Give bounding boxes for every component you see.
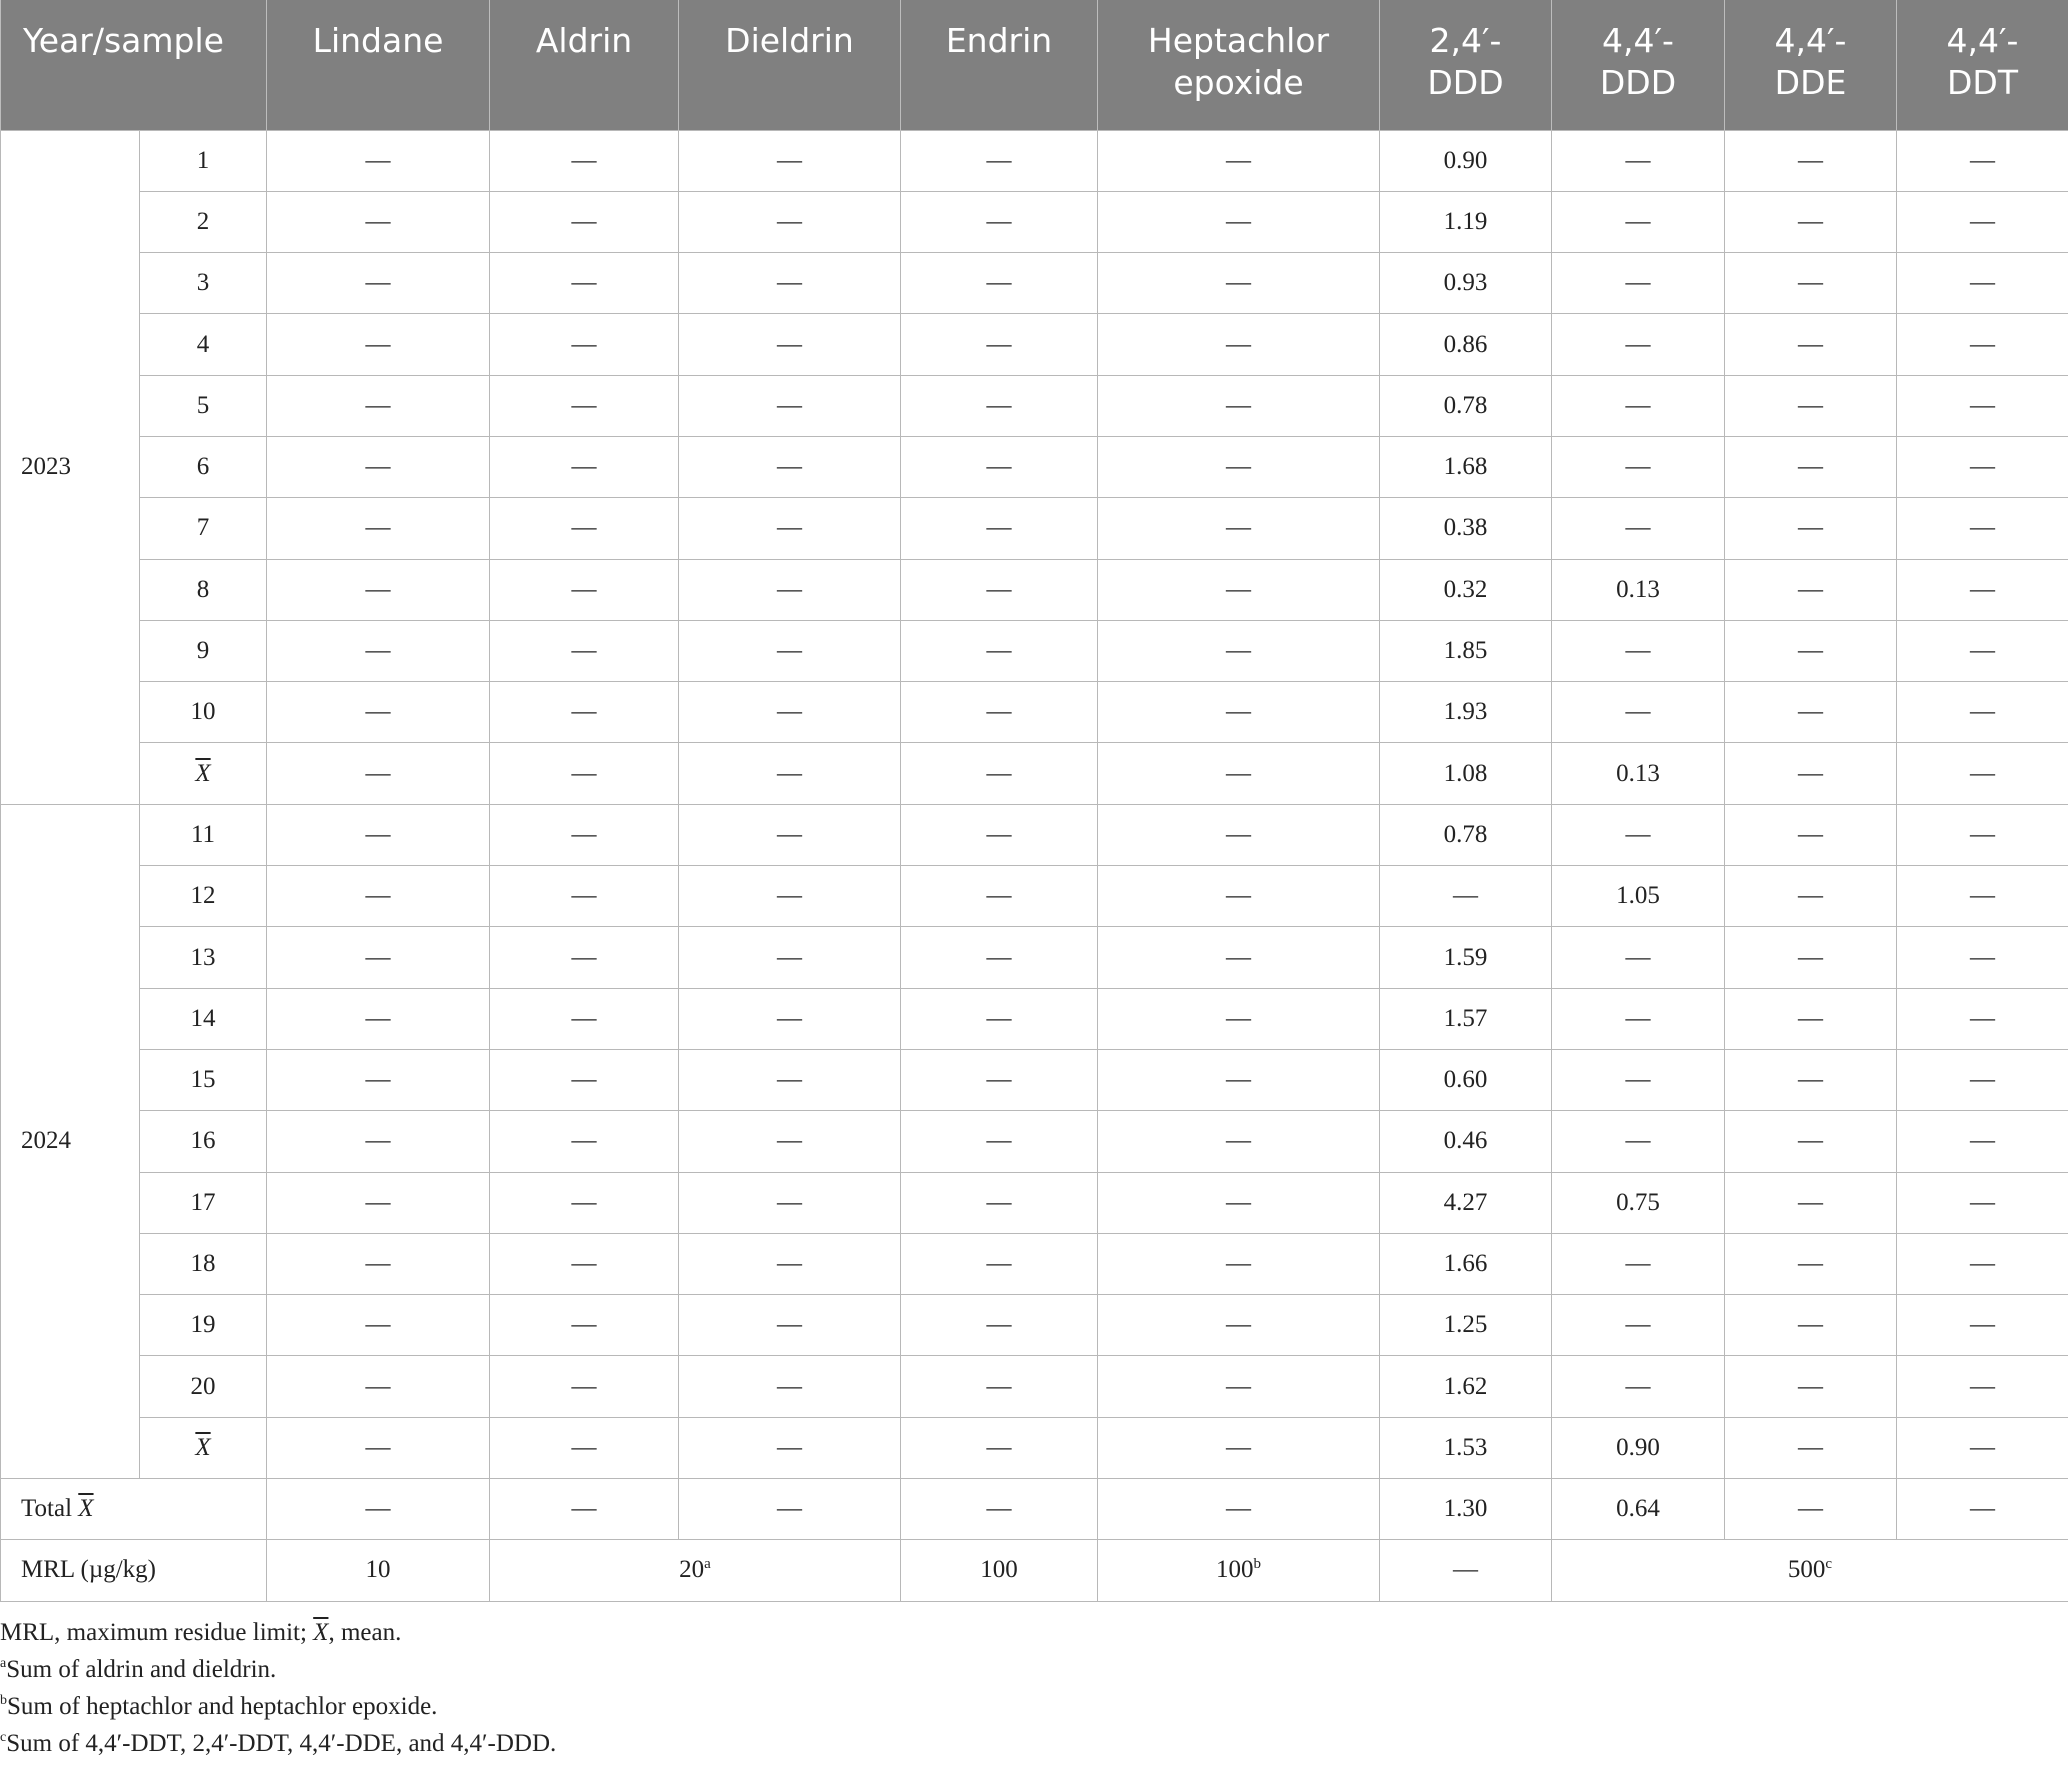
mean-symbol: $\overline{X}$: [195, 759, 211, 787]
mrl-ddt-group: 500$^c$: [1552, 1540, 2068, 1601]
value-cell: —: [901, 1172, 1098, 1233]
header-44-ddd: 4,4′-DDD: [1552, 0, 1725, 130]
table-row: [1, 191, 2068, 252]
sample-cell: 18: [140, 1233, 267, 1294]
mrl-endrin: 100: [901, 1540, 1098, 1601]
value-cell: —: [267, 1049, 490, 1110]
value-cell: —: [1725, 1417, 1897, 1478]
value-cell: —: [490, 1049, 679, 1110]
value-cell: —: [490, 1356, 679, 1417]
value-cell: —: [901, 682, 1098, 743]
value-cell: —: [1098, 682, 1380, 743]
footnote-b: $^b$Sum of heptachlor and heptachlor epoxide.: [0, 1692, 438, 1720]
footnotes: [0, 1602, 2068, 1762]
value-cell: —: [267, 375, 490, 436]
value-cell: —: [1725, 620, 1897, 681]
value-cell: 0.32: [1380, 559, 1552, 620]
value-cell: —: [1098, 436, 1380, 497]
value-cell: —: [1098, 191, 1380, 252]
value-cell: —: [1725, 1172, 1897, 1233]
value-cell: —: [1725, 1295, 1897, 1356]
value-cell: —: [1552, 436, 1725, 497]
value-cell: —: [267, 314, 490, 375]
value-cell: —: [267, 1295, 490, 1356]
table-row: [1, 436, 2068, 497]
value-cell: —: [901, 436, 1098, 497]
value-cell: 1.68: [1380, 436, 1552, 497]
mean-label-cell: [140, 1417, 267, 1478]
table-row: [1, 1295, 2068, 1356]
value-cell: —: [267, 1111, 490, 1172]
header-dieldrin: Dieldrin: [679, 0, 901, 130]
mrl-lindane: 10: [267, 1540, 490, 1601]
table-row: [1, 1111, 2068, 1172]
value-cell: —: [490, 1417, 679, 1478]
value-cell: —: [1725, 682, 1897, 743]
value-cell: —: [1098, 130, 1380, 191]
value-cell: —: [490, 130, 679, 191]
value-cell: 1.05: [1552, 866, 1725, 927]
mean-symbol: $\overline{X}$: [313, 1618, 329, 1646]
value-cell: —: [1098, 927, 1380, 988]
value-cell: —: [1098, 559, 1380, 620]
value-cell: —: [679, 1479, 901, 1540]
table-row: [1, 498, 2068, 559]
value-cell: 0.13: [1552, 743, 1725, 804]
sample-cell: 10: [140, 682, 267, 743]
value-cell: —: [679, 927, 901, 988]
value-cell: —: [267, 682, 490, 743]
value-cell: —: [1552, 620, 1725, 681]
value-cell: 1.93: [1380, 682, 1552, 743]
table-row: [1, 1233, 2068, 1294]
value-cell: —: [267, 804, 490, 865]
table-row: [1, 866, 2068, 927]
value-cell: —: [1552, 682, 1725, 743]
value-cell: 0.60: [1380, 1049, 1552, 1110]
sample-cell: 20: [140, 1356, 267, 1417]
value-cell: —: [1897, 498, 2068, 559]
mean-row: [1, 743, 2068, 804]
value-cell: —: [1552, 1049, 1725, 1110]
sample-cell: 13: [140, 927, 267, 988]
value-cell: —: [1897, 866, 2068, 927]
value-cell: —: [1552, 375, 1725, 436]
value-cell: —: [267, 253, 490, 314]
year-cell: 2023: [1, 130, 140, 804]
value-cell: —: [679, 1111, 901, 1172]
value-cell: —: [679, 498, 901, 559]
value-cell: —: [490, 375, 679, 436]
value-cell: —: [1897, 314, 2068, 375]
value-cell: —: [1098, 1172, 1380, 1233]
value-cell: —: [679, 253, 901, 314]
value-cell: —: [1552, 130, 1725, 191]
value-cell: —: [901, 191, 1098, 252]
mean-label-cell: [140, 743, 267, 804]
table-row: [1, 1172, 2068, 1233]
value-cell: —: [1552, 927, 1725, 988]
value-cell: —: [1725, 1049, 1897, 1110]
sample-cell: 7: [140, 498, 267, 559]
value-cell: —: [1897, 1172, 2068, 1233]
value-cell: —: [490, 927, 679, 988]
sample-cell: 14: [140, 988, 267, 1049]
value-cell: —: [901, 1049, 1098, 1110]
value-cell: —: [901, 559, 1098, 620]
value-cell: —: [1552, 1295, 1725, 1356]
table-row: [1, 253, 2068, 314]
value-cell: —: [490, 191, 679, 252]
value-cell: 1.85: [1380, 620, 1552, 681]
value-cell: 0.78: [1380, 375, 1552, 436]
table-body: [1, 130, 2068, 1601]
value-cell: —: [679, 866, 901, 927]
value-cell: —: [490, 559, 679, 620]
value-cell: —: [1552, 498, 1725, 559]
value-cell: —: [1552, 988, 1725, 1049]
value-cell: —: [1725, 1111, 1897, 1172]
value-cell: —: [1725, 436, 1897, 497]
table-row: [1, 130, 2068, 191]
table-row: [1, 804, 2068, 865]
value-cell: —: [679, 620, 901, 681]
value-cell: —: [1897, 1233, 2068, 1294]
value-cell: —: [901, 130, 1098, 191]
value-cell: —: [1897, 804, 2068, 865]
value-cell: —: [1725, 1233, 1897, 1294]
value-cell: —: [490, 988, 679, 1049]
table-row: [1, 682, 2068, 743]
value-cell: —: [1725, 804, 1897, 865]
header-44-ddt: 4,4′-DDT: [1897, 0, 2068, 130]
mrl-24-ddd: —: [1380, 1540, 1552, 1601]
value-cell: —: [1098, 253, 1380, 314]
value-cell: —: [1897, 253, 2068, 314]
value-cell: —: [1098, 1111, 1380, 1172]
total-mean-label: Total $\overline{X}$: [1, 1479, 267, 1540]
value-cell: —: [1897, 927, 2068, 988]
table-row: [1, 620, 2068, 681]
value-cell: —: [901, 1356, 1098, 1417]
footnote-c: $^c$Sum of 4,4′-DDT, 2,4′-DDT, 4,4′-DDE, and 4,4′-DDD.: [0, 1729, 557, 1757]
value-cell: —: [679, 1049, 901, 1110]
value-cell: —: [1725, 1479, 1897, 1540]
value-cell: 0.86: [1380, 314, 1552, 375]
value-cell: 0.64: [1552, 1479, 1725, 1540]
value-cell: —: [901, 927, 1098, 988]
value-cell: —: [1897, 191, 2068, 252]
value-cell: —: [267, 130, 490, 191]
value-cell: —: [1098, 866, 1380, 927]
value-cell: —: [267, 866, 490, 927]
value-cell: —: [1098, 314, 1380, 375]
value-cell: —: [901, 1479, 1098, 1540]
header-aldrin: Aldrin: [490, 0, 679, 130]
value-cell: 1.66: [1380, 1233, 1552, 1294]
value-cell: —: [1725, 375, 1897, 436]
value-cell: —: [1897, 682, 2068, 743]
value-cell: —: [1098, 1295, 1380, 1356]
mrl-aldrin-dieldrin: 20$^a$: [490, 1540, 901, 1601]
table-row: [1, 314, 2068, 375]
value-cell: —: [267, 620, 490, 681]
value-cell: —: [679, 1233, 901, 1294]
value-cell: —: [679, 314, 901, 375]
value-cell: —: [1552, 1111, 1725, 1172]
value-cell: —: [1897, 1479, 2068, 1540]
total-mean-row: [1, 1479, 2068, 1540]
value-cell: —: [1897, 1295, 2068, 1356]
value-cell: —: [1725, 743, 1897, 804]
value-cell: —: [901, 375, 1098, 436]
value-cell: —: [1552, 314, 1725, 375]
value-cell: —: [1725, 988, 1897, 1049]
value-cell: —: [267, 498, 490, 559]
value-cell: —: [1098, 804, 1380, 865]
value-cell: —: [1098, 498, 1380, 559]
year-cell: 2024: [1, 804, 140, 1478]
value-cell: —: [1725, 314, 1897, 375]
value-cell: —: [490, 1233, 679, 1294]
value-cell: —: [679, 743, 901, 804]
value-cell: —: [1725, 866, 1897, 927]
value-cell: —: [1098, 1417, 1380, 1478]
mrl-row: [1, 1540, 2068, 1601]
header-44-dde: 4,4′-DDE: [1725, 0, 1897, 130]
value-cell: —: [267, 1172, 490, 1233]
value-cell: —: [1098, 620, 1380, 681]
value-cell: —: [267, 1356, 490, 1417]
value-cell: —: [1552, 1233, 1725, 1294]
value-cell: —: [1380, 866, 1552, 927]
header-year-sample: Year/sample: [1, 0, 267, 130]
value-cell: —: [490, 498, 679, 559]
value-cell: —: [1897, 620, 2068, 681]
value-cell: —: [267, 1417, 490, 1478]
value-cell: —: [490, 620, 679, 681]
value-cell: —: [679, 1172, 901, 1233]
value-cell: —: [1098, 1049, 1380, 1110]
table-row: [1, 1356, 2068, 1417]
value-cell: —: [1552, 191, 1725, 252]
value-cell: —: [679, 1417, 901, 1478]
value-cell: —: [267, 1479, 490, 1540]
value-cell: 0.46: [1380, 1111, 1552, 1172]
sample-cell: 16: [140, 1111, 267, 1172]
value-cell: 0.90: [1552, 1417, 1725, 1478]
value-cell: —: [1897, 1111, 2068, 1172]
sample-cell: 6: [140, 436, 267, 497]
value-cell: —: [679, 191, 901, 252]
sample-cell: 19: [140, 1295, 267, 1356]
value-cell: —: [267, 927, 490, 988]
header-heptachlor-epoxide: Heptachlor epoxide: [1098, 0, 1380, 130]
value-cell: —: [901, 988, 1098, 1049]
footnote-a: $^a$Sum of aldrin and dieldrin.: [0, 1655, 277, 1683]
mean-symbol: $\overline{X}$: [195, 1433, 211, 1461]
value-cell: —: [267, 191, 490, 252]
value-cell: —: [1552, 804, 1725, 865]
value-cell: —: [1897, 988, 2068, 1049]
value-cell: —: [490, 253, 679, 314]
value-cell: —: [490, 743, 679, 804]
sample-cell: 1: [140, 130, 267, 191]
value-cell: —: [1897, 1356, 2068, 1417]
mean-row: [1, 1417, 2068, 1478]
value-cell: 1.19: [1380, 191, 1552, 252]
value-cell: —: [1098, 1233, 1380, 1294]
value-cell: —: [1897, 130, 2068, 191]
value-cell: —: [901, 1111, 1098, 1172]
mean-symbol: $\overline{X}$: [78, 1495, 94, 1523]
value-cell: —: [901, 1417, 1098, 1478]
value-cell: —: [901, 1295, 1098, 1356]
footnote-abbreviations: MRL, maximum residue limit; $\overline{X}$, mean.: [0, 1618, 402, 1646]
value-cell: —: [1897, 436, 2068, 497]
value-cell: 1.57: [1380, 988, 1552, 1049]
value-cell: —: [679, 559, 901, 620]
sample-cell: 4: [140, 314, 267, 375]
table-row: [1, 988, 2068, 1049]
value-cell: —: [901, 253, 1098, 314]
value-cell: —: [1725, 191, 1897, 252]
sample-cell: 12: [140, 866, 267, 927]
sample-cell: 11: [140, 804, 267, 865]
value-cell: —: [1725, 130, 1897, 191]
value-cell: —: [1552, 253, 1725, 314]
value-cell: —: [267, 988, 490, 1049]
value-cell: —: [490, 1479, 679, 1540]
sample-cell: 2: [140, 191, 267, 252]
value-cell: 4.27: [1380, 1172, 1552, 1233]
value-cell: —: [679, 375, 901, 436]
value-cell: —: [901, 620, 1098, 681]
value-cell: —: [901, 498, 1098, 559]
value-cell: —: [1897, 743, 2068, 804]
value-cell: 1.08: [1380, 743, 1552, 804]
sample-cell: 5: [140, 375, 267, 436]
value-cell: —: [490, 1111, 679, 1172]
sample-cell: 3: [140, 253, 267, 314]
value-cell: 0.13: [1552, 559, 1725, 620]
header-24-ddd: 2,4′-DDD: [1380, 0, 1552, 130]
value-cell: 0.78: [1380, 804, 1552, 865]
value-cell: —: [901, 1233, 1098, 1294]
header-row: [1, 0, 2068, 130]
value-cell: —: [490, 436, 679, 497]
value-cell: 1.59: [1380, 927, 1552, 988]
table-row: [1, 1049, 2068, 1110]
sample-cell: 17: [140, 1172, 267, 1233]
table-row: [1, 927, 2068, 988]
mrl-heptachlor-epoxide: 100$^b$: [1098, 1540, 1380, 1601]
value-cell: —: [679, 988, 901, 1049]
value-cell: —: [267, 436, 490, 497]
value-cell: —: [1725, 559, 1897, 620]
value-cell: —: [1552, 1356, 1725, 1417]
value-cell: —: [1725, 253, 1897, 314]
value-cell: —: [490, 314, 679, 375]
value-cell: —: [490, 866, 679, 927]
value-cell: —: [1725, 1356, 1897, 1417]
value-cell: —: [679, 1356, 901, 1417]
header-endrin: Endrin: [901, 0, 1098, 130]
sample-cell: 15: [140, 1049, 267, 1110]
value-cell: —: [1897, 559, 2068, 620]
mrl-label: MRL (µg/kg): [1, 1540, 267, 1601]
value-cell: —: [490, 682, 679, 743]
value-cell: —: [1098, 1479, 1380, 1540]
value-cell: 0.90: [1380, 130, 1552, 191]
value-cell: —: [267, 743, 490, 804]
value-cell: —: [901, 314, 1098, 375]
value-cell: —: [1098, 988, 1380, 1049]
value-cell: —: [267, 559, 490, 620]
value-cell: —: [1098, 1356, 1380, 1417]
value-cell: —: [1897, 1049, 2068, 1110]
value-cell: —: [679, 436, 901, 497]
value-cell: —: [490, 1172, 679, 1233]
value-cell: —: [679, 1295, 901, 1356]
value-cell: —: [679, 130, 901, 191]
value-cell: —: [901, 804, 1098, 865]
value-cell: 0.38: [1380, 498, 1552, 559]
table-row: [1, 559, 2068, 620]
value-cell: —: [490, 804, 679, 865]
value-cell: —: [1897, 1417, 2068, 1478]
value-cell: —: [1098, 375, 1380, 436]
value-cell: —: [490, 1295, 679, 1356]
value-cell: —: [901, 866, 1098, 927]
value-cell: —: [1897, 375, 2068, 436]
sample-cell: 8: [140, 559, 267, 620]
value-cell: 1.62: [1380, 1356, 1552, 1417]
sample-cell: 9: [140, 620, 267, 681]
table-row: [1, 375, 2068, 436]
value-cell: —: [901, 743, 1098, 804]
header-lindane: Lindane: [267, 0, 490, 130]
value-cell: 1.25: [1380, 1295, 1552, 1356]
value-cell: —: [267, 1233, 490, 1294]
value-cell: —: [1725, 927, 1897, 988]
value-cell: 0.93: [1380, 253, 1552, 314]
value-cell: 1.30: [1380, 1479, 1552, 1540]
value-cell: —: [1098, 743, 1380, 804]
value-cell: —: [1725, 498, 1897, 559]
value-cell: 1.53: [1380, 1417, 1552, 1478]
value-cell: —: [679, 682, 901, 743]
value-cell: —: [679, 804, 901, 865]
value-cell: 0.75: [1552, 1172, 1725, 1233]
